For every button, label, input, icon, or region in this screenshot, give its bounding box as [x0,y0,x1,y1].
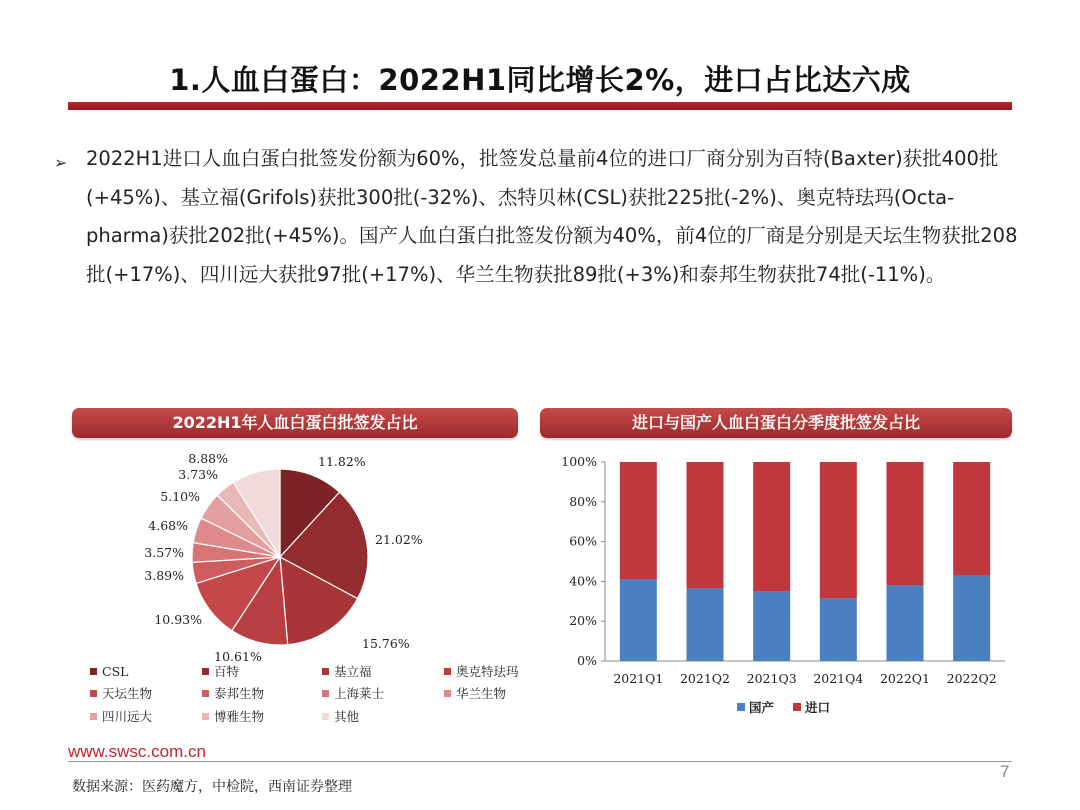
legend-label: 国产 [749,700,775,715]
legend-label: 四川远大 [102,709,153,724]
legend-swatch [737,703,745,711]
x-tick-label: 2021Q3 [746,671,797,686]
pie-value-label: 21.02% [375,532,423,547]
y-tick-label: 40% [569,573,597,589]
legend-label: 上海莱士 [334,686,385,701]
legend-swatch [322,713,329,720]
bar-segment [887,585,924,661]
legend-label: 基立福 [334,664,372,679]
pie-value-label: 11.82% [318,454,366,469]
x-tick-label: 2022Q1 [879,671,931,686]
legend-label: 其他 [334,709,360,724]
legend-swatch [202,668,209,675]
pie-value-label: 5.10% [160,489,200,504]
bar-segment [687,462,724,588]
legend-label: 华兰生物 [456,686,507,701]
legend-label: 博雅生物 [214,709,265,724]
legend-label: 天坛生物 [102,686,153,701]
pie-value-label: 15.76% [362,636,410,651]
bar-chart-title: 进口与国产人血白蛋白分季度批签发占比 [540,408,1012,438]
footer-divider [68,761,1012,762]
legend-swatch [90,690,97,697]
bar-segment [953,462,990,575]
pie-chart [60,445,540,745]
legend-label: 奥克特珐玛 [456,664,519,679]
y-tick-label: 80% [569,493,597,509]
data-source: 数据来源：医药魔方，中检院，西南证券整理 [72,779,352,795]
pie-value-label: 8.88% [188,451,228,466]
bar-segment [687,588,724,661]
legend-label: CSL [102,664,129,679]
x-tick-label: 2021Q4 [813,671,864,686]
page-number: 7 [1000,762,1010,781]
pie-value-label: 10.93% [154,612,202,627]
pie-chart-title: 2022H1年人血白蛋白批签发占比 [72,408,518,438]
x-tick-label: 2021Q2 [679,671,731,686]
stacked-bar-chart [545,445,1025,745]
bar-segment [820,462,857,598]
bar-segment [820,598,857,661]
bar-segment [753,591,790,661]
legend-label: 百特 [214,664,240,679]
pie-value-label: 10.61% [214,649,262,664]
legend-label: 进口 [805,700,831,715]
footer-url[interactable]: www.swsc.com.cn [68,742,206,761]
legend-swatch [90,713,97,720]
title-underline [68,102,1012,110]
legend-swatch [202,713,209,720]
y-tick-label: 0% [577,653,597,668]
y-tick-label: 60% [569,533,597,549]
pie-value-label: 3.73% [178,467,218,482]
y-tick-label: 100% [561,454,597,469]
legend-swatch [444,668,451,675]
legend-swatch [90,668,97,675]
bullet-arrow-icon: ➢ [54,153,68,172]
bar-segment [753,462,790,591]
bar-segment [620,462,657,579]
pie-value-label: 3.57% [144,545,184,560]
bar-segment [953,575,990,661]
legend-swatch [322,668,329,675]
slide-title: 1.人血白蛋白：2022H1同比增长2%，进口占比达六成 [169,63,911,97]
legend-swatch [202,690,209,697]
bullet-text: 2022H1进口人血白蛋白批签发份额为60%，批签发总量前4位的进口厂商分别为百特(Baxter)获批400批(+45%)、基立福(Grifols)获批300批(-32%)、杰特贝林(CSL)获批225批(-2%)、奥克特珐玛(Octa-pharma)获批202批(+45%)。国产人血白蛋白批签发份额为40%，前4位的厂商是分别是天坛生物获批208批(+17%)、四川远大获批97批(+17%)、华兰生物获批89批(+3%)和泰邦生物获批74批(-11%)。 [86,147,1018,286]
pie-value-label: 3.89% [144,568,184,583]
x-tick-label: 2021Q1 [613,671,664,686]
legend-swatch [322,690,329,697]
bar-segment [620,579,657,661]
pie-value-label: 4.68% [148,518,188,533]
legend-swatch [793,703,801,711]
legend-label: 泰邦生物 [214,686,265,701]
y-tick-label: 20% [569,613,597,629]
x-tick-label: 2022Q2 [946,671,997,686]
bar-segment [887,462,924,585]
legend-swatch [444,690,451,697]
